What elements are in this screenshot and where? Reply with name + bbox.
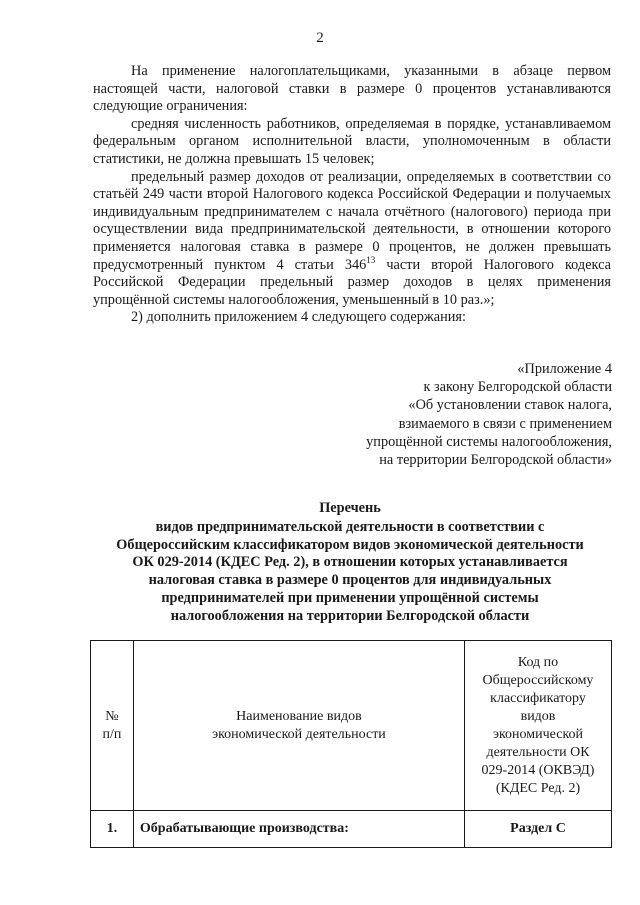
list-heading: Перечень	[319, 500, 381, 516]
law-text	[93, 63, 611, 327]
table-row	[91, 811, 612, 848]
header-name-line: Наименование видов	[236, 708, 362, 724]
superscript: 13	[366, 254, 376, 265]
header-code-line: 029-2014 (ОКВЭД)	[481, 762, 595, 778]
header-number-line: №	[105, 708, 119, 724]
row-code: Раздел С	[465, 811, 612, 848]
list-title-line: ОК 029-2014 (КДЕС Ред. 2), в отношении которых устанавливается	[132, 554, 568, 571]
paragraph: На применение налогоплательщиками, указанными в абзаце первом настоящей части, налоговой ставки в размере 0 процентов устанавливаются следующие ограничения:	[93, 63, 611, 115]
appendix-line: взимаемого в связи с применением	[398, 415, 612, 432]
header-number-line: п/п	[102, 726, 122, 742]
activities-table	[90, 640, 612, 848]
paragraph: 2) дополнить приложением 4 следующего содержания:	[131, 309, 466, 326]
list-title-line: видов предпринимательской деятельности в соответствии с	[155, 518, 545, 535]
appendix-line: упрощённой системы налогообложения,	[366, 433, 612, 450]
appendix-line: «Об установлении ставок налога,	[408, 397, 612, 414]
header-number-cell	[91, 641, 134, 811]
row-activity-name: Обрабатывающие производства:	[133, 811, 464, 848]
header-code-line: Общероссийскому	[482, 672, 594, 688]
list-title	[80, 500, 620, 626]
list-title-line: налогообложения на территории Белгородской области	[170, 607, 530, 624]
paragraph-text: предельный размер доходов от реализации, определяемых в соответствии со статьёй 249 части второй Налогового кодекса Российской Федерации и получаемых индивидуальным предпринимателем с начала отчётного (налогового) периода при осуществлении вида предпринимательской деятельности, в отношении которого применяется налоговая ставка в размере 0 процентов, не должен превышать предусмотренный пунктом 4 статьи 346	[93, 168, 611, 273]
appendix-line: к закону Белгородской области	[423, 379, 612, 396]
header-code-line: классификатору	[490, 690, 586, 706]
list-title-line: Общероссийским классификатором видов экономической деятельности	[116, 536, 584, 553]
appendix-line: «Приложение 4	[517, 361, 612, 377]
page-number: 2	[316, 30, 324, 46]
header-code-line: видов	[520, 708, 556, 724]
appendix-reference	[292, 360, 612, 469]
paragraph	[93, 169, 611, 310]
appendix-line: на территории Белгородской области»	[379, 452, 612, 469]
paragraph: средняя численность работников, определяемая в порядке, устанавливаемом федеральным органом исполнительной власти, уполномоченным в области статистики, не должна превышать 15 человек;	[93, 115, 611, 167]
header-name-cell	[133, 641, 464, 811]
paragraph-text-tail: части второй Налогового кодекса Российской Федерации предельный размер доходов в целях применения упрощённой системы налогообложения, уменьшенный в 10 раз.»;	[93, 256, 611, 308]
row-number: 1.	[91, 811, 134, 848]
list-title-line: налоговая ставка в размере 0 процентов для индивидуальных	[148, 572, 552, 589]
header-code-cell	[465, 641, 612, 811]
header-code-line: деятельности ОК	[486, 744, 590, 760]
list-title-line: предпринимателей при применении упрощённой системы	[161, 589, 539, 606]
header-code-line: Код по	[517, 654, 559, 670]
table-header-row	[91, 641, 612, 811]
header-code-line: (КДЕС Ред. 2)	[495, 780, 581, 796]
header-name-line: экономической деятельности	[212, 726, 386, 742]
header-code-line: экономической	[492, 726, 584, 742]
